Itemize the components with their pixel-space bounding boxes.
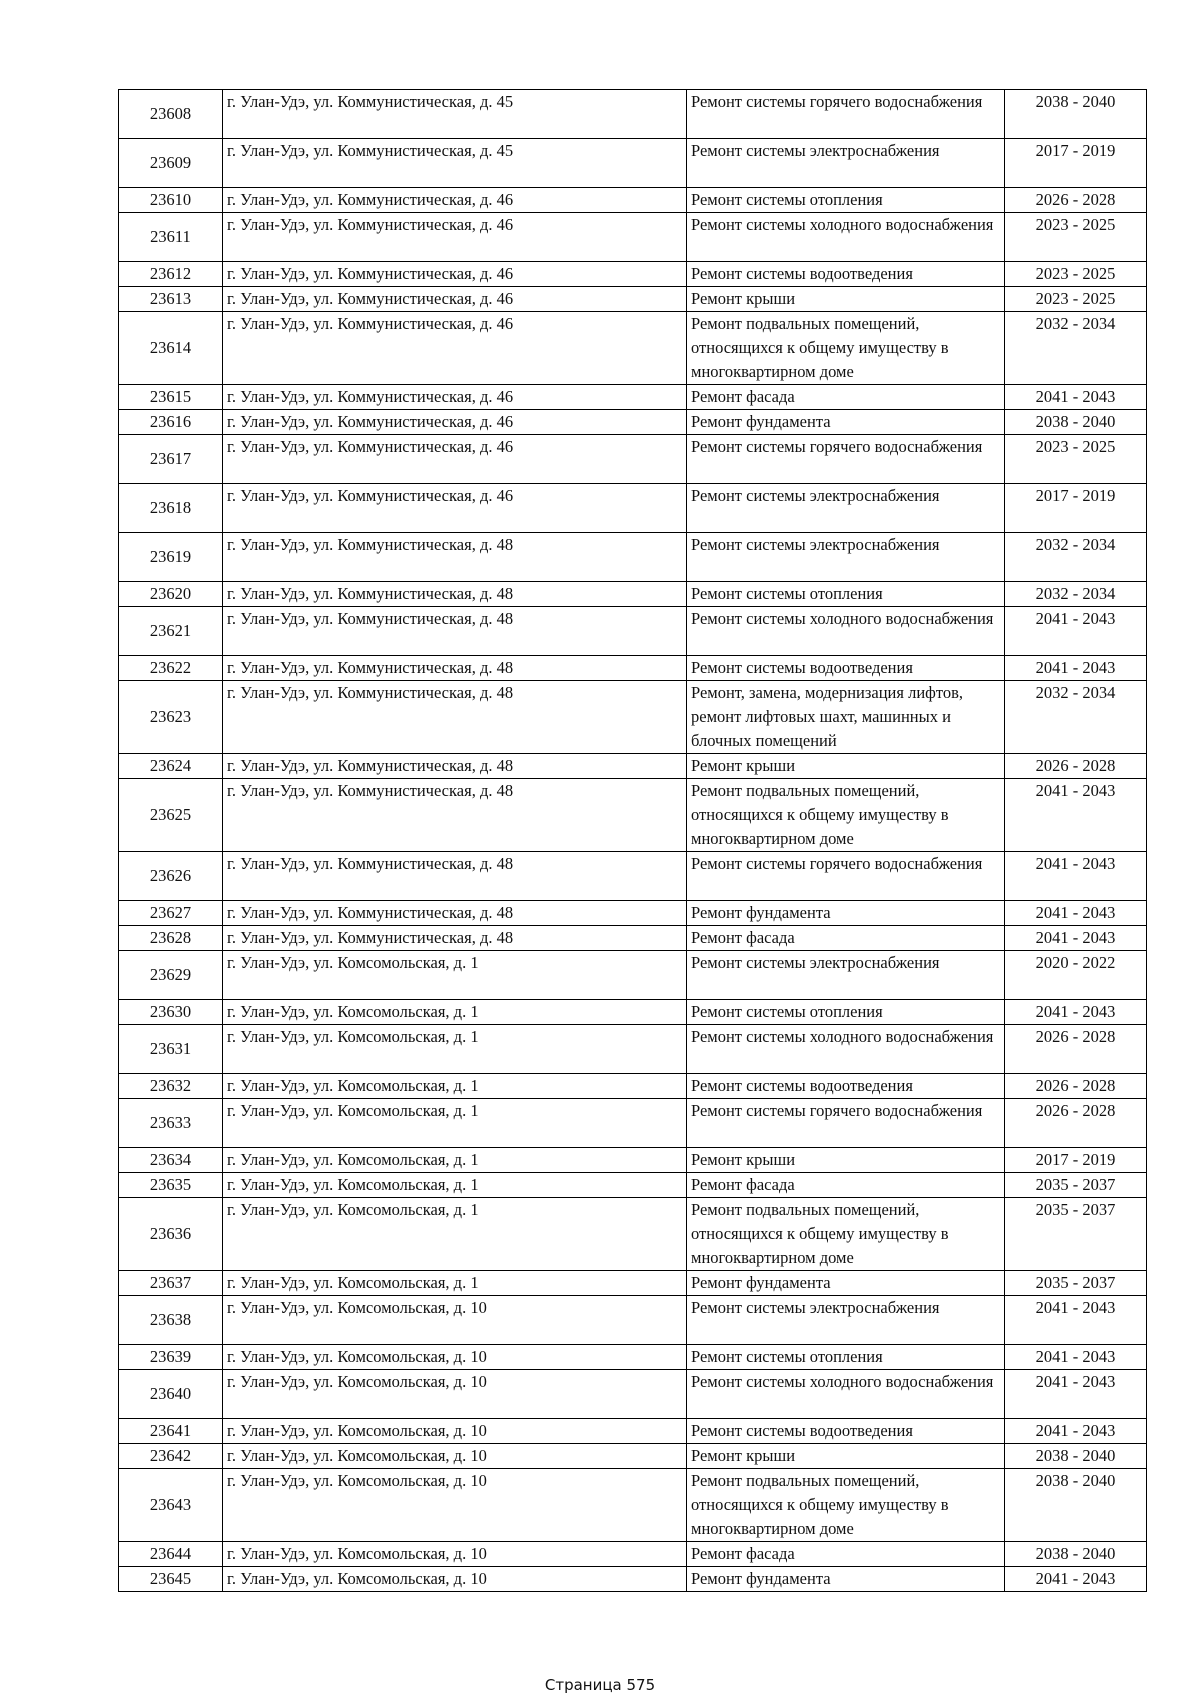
table-row xyxy=(119,1271,1147,1296)
period-cell: 2026 - 2028 xyxy=(1005,1099,1147,1148)
work-type-cell: Ремонт крыши xyxy=(687,1444,1005,1469)
address-cell: г. Улан-Удэ, ул. Комсомольская, д. 1 xyxy=(223,1198,687,1271)
address-cell: г. Улан-Удэ, ул. Коммунистическая, д. 48 xyxy=(223,656,687,681)
table-row xyxy=(119,90,1147,139)
period-cell: 2041 - 2043 xyxy=(1005,1419,1147,1444)
row-number-cell: 23629 xyxy=(119,951,223,1000)
address-cell: г. Улан-Удэ, ул. Коммунистическая, д. 48 xyxy=(223,901,687,926)
row-number-cell: 23616 xyxy=(119,410,223,435)
period-cell: 2041 - 2043 xyxy=(1005,1345,1147,1370)
work-type-cell: Ремонт фасада xyxy=(687,1173,1005,1198)
table-row xyxy=(119,951,1147,1000)
work-type-cell: Ремонт системы холодного водоснабжения xyxy=(687,1370,1005,1419)
address-cell: г. Улан-Удэ, ул. Коммунистическая, д. 48 xyxy=(223,533,687,582)
work-type-cell: Ремонт подвальных помещений, относящихся к общему имуществу в многоквартирном доме xyxy=(687,1469,1005,1542)
period-cell: 2038 - 2040 xyxy=(1005,90,1147,139)
address-cell: г. Улан-Удэ, ул. Комсомольская, д. 10 xyxy=(223,1419,687,1444)
work-type-cell: Ремонт системы отопления xyxy=(687,1345,1005,1370)
address-cell: г. Улан-Удэ, ул. Коммунистическая, д. 46 xyxy=(223,213,687,262)
work-type-cell: Ремонт фасада xyxy=(687,926,1005,951)
period-cell: 2041 - 2043 xyxy=(1005,1370,1147,1419)
address-cell: г. Улан-Удэ, ул. Комсомольская, д. 1 xyxy=(223,1099,687,1148)
row-number-cell: 23633 xyxy=(119,1099,223,1148)
row-number-cell: 23622 xyxy=(119,656,223,681)
address-cell: г. Улан-Удэ, ул. Комсомольская, д. 10 xyxy=(223,1345,687,1370)
table-row xyxy=(119,1099,1147,1148)
table-row xyxy=(119,435,1147,484)
table-row xyxy=(119,385,1147,410)
row-number-cell: 23632 xyxy=(119,1074,223,1099)
address-cell: г. Улан-Удэ, ул. Коммунистическая, д. 48 xyxy=(223,926,687,951)
work-type-cell: Ремонт подвальных помещений, относящихся к общему имуществу в многоквартирном доме xyxy=(687,312,1005,385)
period-cell: 2041 - 2043 xyxy=(1005,1296,1147,1345)
address-cell: г. Улан-Удэ, ул. Комсомольская, д. 10 xyxy=(223,1542,687,1567)
period-cell: 2035 - 2037 xyxy=(1005,1173,1147,1198)
period-cell: 2038 - 2040 xyxy=(1005,410,1147,435)
address-cell: г. Улан-Удэ, ул. Комсомольская, д. 10 xyxy=(223,1444,687,1469)
row-number-cell: 23628 xyxy=(119,926,223,951)
row-number-cell: 23617 xyxy=(119,435,223,484)
row-number-cell: 23610 xyxy=(119,188,223,213)
period-cell: 2026 - 2028 xyxy=(1005,1025,1147,1074)
row-number-cell: 23612 xyxy=(119,262,223,287)
address-cell: г. Улан-Удэ, ул. Комсомольская, д. 1 xyxy=(223,951,687,1000)
address-cell: г. Улан-Удэ, ул. Коммунистическая, д. 46 xyxy=(223,410,687,435)
work-type-cell: Ремонт системы холодного водоснабжения xyxy=(687,213,1005,262)
row-number-cell: 23636 xyxy=(119,1198,223,1271)
table-row xyxy=(119,1419,1147,1444)
row-number-cell: 23638 xyxy=(119,1296,223,1345)
period-cell: 2041 - 2043 xyxy=(1005,385,1147,410)
work-type-cell: Ремонт системы холодного водоснабжения xyxy=(687,607,1005,656)
table-row xyxy=(119,1198,1147,1271)
address-cell: г. Улан-Удэ, ул. Коммунистическая, д. 48 xyxy=(223,582,687,607)
row-number-cell: 23626 xyxy=(119,852,223,901)
period-cell: 2038 - 2040 xyxy=(1005,1542,1147,1567)
work-type-cell: Ремонт системы отопления xyxy=(687,1000,1005,1025)
period-cell: 2032 - 2034 xyxy=(1005,582,1147,607)
work-type-cell: Ремонт системы горячего водоснабжения xyxy=(687,852,1005,901)
repair-schedule-table xyxy=(118,89,1147,1592)
period-cell: 2017 - 2019 xyxy=(1005,139,1147,188)
address-cell: г. Улан-Удэ, ул. Коммунистическая, д. 48 xyxy=(223,852,687,901)
row-number-cell: 23642 xyxy=(119,1444,223,1469)
work-type-cell: Ремонт, замена, модернизация лифтов, ремонт лифтовых шахт, машинных и блочных помещений xyxy=(687,681,1005,754)
table-row xyxy=(119,1542,1147,1567)
address-cell: г. Улан-Удэ, ул. Комсомольская, д. 10 xyxy=(223,1469,687,1542)
period-cell: 2041 - 2043 xyxy=(1005,901,1147,926)
table-row xyxy=(119,681,1147,754)
address-cell: г. Улан-Удэ, ул. Комсомольская, д. 1 xyxy=(223,1000,687,1025)
address-cell: г. Улан-Удэ, ул. Комсомольская, д. 1 xyxy=(223,1025,687,1074)
work-type-cell: Ремонт системы отопления xyxy=(687,188,1005,213)
table-row xyxy=(119,852,1147,901)
period-cell: 2026 - 2028 xyxy=(1005,754,1147,779)
table-row xyxy=(119,1296,1147,1345)
row-number-cell: 23635 xyxy=(119,1173,223,1198)
table-row xyxy=(119,1025,1147,1074)
table-row xyxy=(119,213,1147,262)
work-type-cell: Ремонт крыши xyxy=(687,754,1005,779)
period-cell: 2023 - 2025 xyxy=(1005,287,1147,312)
address-cell: г. Улан-Удэ, ул. Коммунистическая, д. 46 xyxy=(223,287,687,312)
table-row xyxy=(119,1000,1147,1025)
table-row xyxy=(119,312,1147,385)
table-row xyxy=(119,1469,1147,1542)
table-row xyxy=(119,262,1147,287)
table-row xyxy=(119,901,1147,926)
period-cell: 2041 - 2043 xyxy=(1005,656,1147,681)
address-cell: г. Улан-Удэ, ул. Комсомольская, д. 10 xyxy=(223,1567,687,1592)
row-number-cell: 23641 xyxy=(119,1419,223,1444)
table-row xyxy=(119,779,1147,852)
address-cell: г. Улан-Удэ, ул. Коммунистическая, д. 48 xyxy=(223,607,687,656)
table-row xyxy=(119,1173,1147,1198)
period-cell: 2038 - 2040 xyxy=(1005,1444,1147,1469)
address-cell: г. Улан-Удэ, ул. Коммунистическая, д. 48 xyxy=(223,681,687,754)
address-cell: г. Улан-Удэ, ул. Коммунистическая, д. 45 xyxy=(223,139,687,188)
table-row xyxy=(119,188,1147,213)
period-cell: 2035 - 2037 xyxy=(1005,1198,1147,1271)
work-type-cell: Ремонт системы электроснабжения xyxy=(687,484,1005,533)
address-cell: г. Улан-Удэ, ул. Комсомольская, д. 10 xyxy=(223,1296,687,1345)
work-type-cell: Ремонт системы водоотведения xyxy=(687,656,1005,681)
table-row xyxy=(119,1567,1147,1592)
address-cell: г. Улан-Удэ, ул. Комсомольская, д. 1 xyxy=(223,1148,687,1173)
work-type-cell: Ремонт системы водоотведения xyxy=(687,1419,1005,1444)
table-row xyxy=(119,1074,1147,1099)
row-number-cell: 23630 xyxy=(119,1000,223,1025)
row-number-cell: 23618 xyxy=(119,484,223,533)
work-type-cell: Ремонт фасада xyxy=(687,1542,1005,1567)
address-cell: г. Улан-Удэ, ул. Коммунистическая, д. 46 xyxy=(223,262,687,287)
work-type-cell: Ремонт системы водоотведения xyxy=(687,1074,1005,1099)
row-number-cell: 23625 xyxy=(119,779,223,852)
work-type-cell: Ремонт фасада xyxy=(687,385,1005,410)
row-number-cell: 23645 xyxy=(119,1567,223,1592)
period-cell: 2041 - 2043 xyxy=(1005,926,1147,951)
period-cell: 2020 - 2022 xyxy=(1005,951,1147,1000)
period-cell: 2041 - 2043 xyxy=(1005,779,1147,852)
period-cell: 2041 - 2043 xyxy=(1005,1567,1147,1592)
work-type-cell: Ремонт системы водоотведения xyxy=(687,262,1005,287)
row-number-cell: 23631 xyxy=(119,1025,223,1074)
row-number-cell: 23614 xyxy=(119,312,223,385)
address-cell: г. Улан-Удэ, ул. Коммунистическая, д. 48 xyxy=(223,754,687,779)
address-cell: г. Улан-Удэ, ул. Коммунистическая, д. 46 xyxy=(223,435,687,484)
row-number-cell: 23639 xyxy=(119,1345,223,1370)
work-type-cell: Ремонт фундамента xyxy=(687,901,1005,926)
period-cell: 2041 - 2043 xyxy=(1005,852,1147,901)
row-number-cell: 23637 xyxy=(119,1271,223,1296)
table-body xyxy=(119,90,1147,1592)
row-number-cell: 23640 xyxy=(119,1370,223,1419)
table-row xyxy=(119,754,1147,779)
work-type-cell: Ремонт системы отопления xyxy=(687,582,1005,607)
work-type-cell: Ремонт подвальных помещений, относящихся к общему имуществу в многоквартирном доме xyxy=(687,1198,1005,1271)
period-cell: 2026 - 2028 xyxy=(1005,188,1147,213)
row-number-cell: 23621 xyxy=(119,607,223,656)
table-row xyxy=(119,582,1147,607)
work-type-cell: Ремонт системы горячего водоснабжения xyxy=(687,435,1005,484)
row-number-cell: 23619 xyxy=(119,533,223,582)
table-row xyxy=(119,139,1147,188)
work-type-cell: Ремонт системы электроснабжения xyxy=(687,1296,1005,1345)
work-type-cell: Ремонт системы электроснабжения xyxy=(687,533,1005,582)
address-cell: г. Улан-Удэ, ул. Комсомольская, д. 10 xyxy=(223,1370,687,1419)
work-type-cell: Ремонт системы электроснабжения xyxy=(687,951,1005,1000)
period-cell: 2032 - 2034 xyxy=(1005,681,1147,754)
row-number-cell: 23609 xyxy=(119,139,223,188)
row-number-cell: 23644 xyxy=(119,1542,223,1567)
table-row xyxy=(119,533,1147,582)
table-row xyxy=(119,1148,1147,1173)
table-row xyxy=(119,1345,1147,1370)
address-cell: г. Улан-Удэ, ул. Коммунистическая, д. 48 xyxy=(223,779,687,852)
table-row xyxy=(119,1370,1147,1419)
table-row xyxy=(119,926,1147,951)
address-cell: г. Улан-Удэ, ул. Коммунистическая, д. 46 xyxy=(223,188,687,213)
period-cell: 2035 - 2037 xyxy=(1005,1271,1147,1296)
period-cell: 2023 - 2025 xyxy=(1005,435,1147,484)
row-number-cell: 23624 xyxy=(119,754,223,779)
work-type-cell: Ремонт подвальных помещений, относящихся к общему имуществу в многоквартирном доме xyxy=(687,779,1005,852)
work-type-cell: Ремонт системы холодного водоснабжения xyxy=(687,1025,1005,1074)
address-cell: г. Улан-Удэ, ул. Комсомольская, д. 1 xyxy=(223,1271,687,1296)
period-cell: 2032 - 2034 xyxy=(1005,533,1147,582)
work-type-cell: Ремонт крыши xyxy=(687,1148,1005,1173)
address-cell: г. Улан-Удэ, ул. Коммунистическая, д. 46 xyxy=(223,312,687,385)
row-number-cell: 23634 xyxy=(119,1148,223,1173)
period-cell: 2038 - 2040 xyxy=(1005,1469,1147,1542)
row-number-cell: 23615 xyxy=(119,385,223,410)
work-type-cell: Ремонт системы горячего водоснабжения xyxy=(687,90,1005,139)
period-cell: 2032 - 2034 xyxy=(1005,312,1147,385)
work-type-cell: Ремонт фундамента xyxy=(687,1271,1005,1296)
table-row xyxy=(119,656,1147,681)
table-row xyxy=(119,607,1147,656)
work-type-cell: Ремонт системы электроснабжения xyxy=(687,139,1005,188)
period-cell: 2023 - 2025 xyxy=(1005,213,1147,262)
table-row xyxy=(119,1444,1147,1469)
work-type-cell: Ремонт крыши xyxy=(687,287,1005,312)
row-number-cell: 23623 xyxy=(119,681,223,754)
period-cell: 2026 - 2028 xyxy=(1005,1074,1147,1099)
row-number-cell: 23613 xyxy=(119,287,223,312)
row-number-cell: 23627 xyxy=(119,901,223,926)
address-cell: г. Улан-Удэ, ул. Коммунистическая, д. 46 xyxy=(223,484,687,533)
page-number: Страница 575 xyxy=(544,1676,656,1694)
address-cell: г. Улан-Удэ, ул. Комсомольская, д. 1 xyxy=(223,1074,687,1099)
table-row xyxy=(119,484,1147,533)
period-cell: 2023 - 2025 xyxy=(1005,262,1147,287)
work-type-cell: Ремонт фундамента xyxy=(687,410,1005,435)
row-number-cell: 23620 xyxy=(119,582,223,607)
period-cell: 2041 - 2043 xyxy=(1005,607,1147,656)
row-number-cell: 23611 xyxy=(119,213,223,262)
row-number-cell: 23608 xyxy=(119,90,223,139)
address-cell: г. Улан-Удэ, ул. Коммунистическая, д. 46 xyxy=(223,385,687,410)
table-row xyxy=(119,410,1147,435)
row-number-cell: 23643 xyxy=(119,1469,223,1542)
work-type-cell: Ремонт системы горячего водоснабжения xyxy=(687,1099,1005,1148)
work-type-cell: Ремонт фундамента xyxy=(687,1567,1005,1592)
period-cell: 2041 - 2043 xyxy=(1005,1000,1147,1025)
period-cell: 2017 - 2019 xyxy=(1005,1148,1147,1173)
address-cell: г. Улан-Удэ, ул. Коммунистическая, д. 45 xyxy=(223,90,687,139)
period-cell: 2017 - 2019 xyxy=(1005,484,1147,533)
table-row xyxy=(119,287,1147,312)
address-cell: г. Улан-Удэ, ул. Комсомольская, д. 1 xyxy=(223,1173,687,1198)
